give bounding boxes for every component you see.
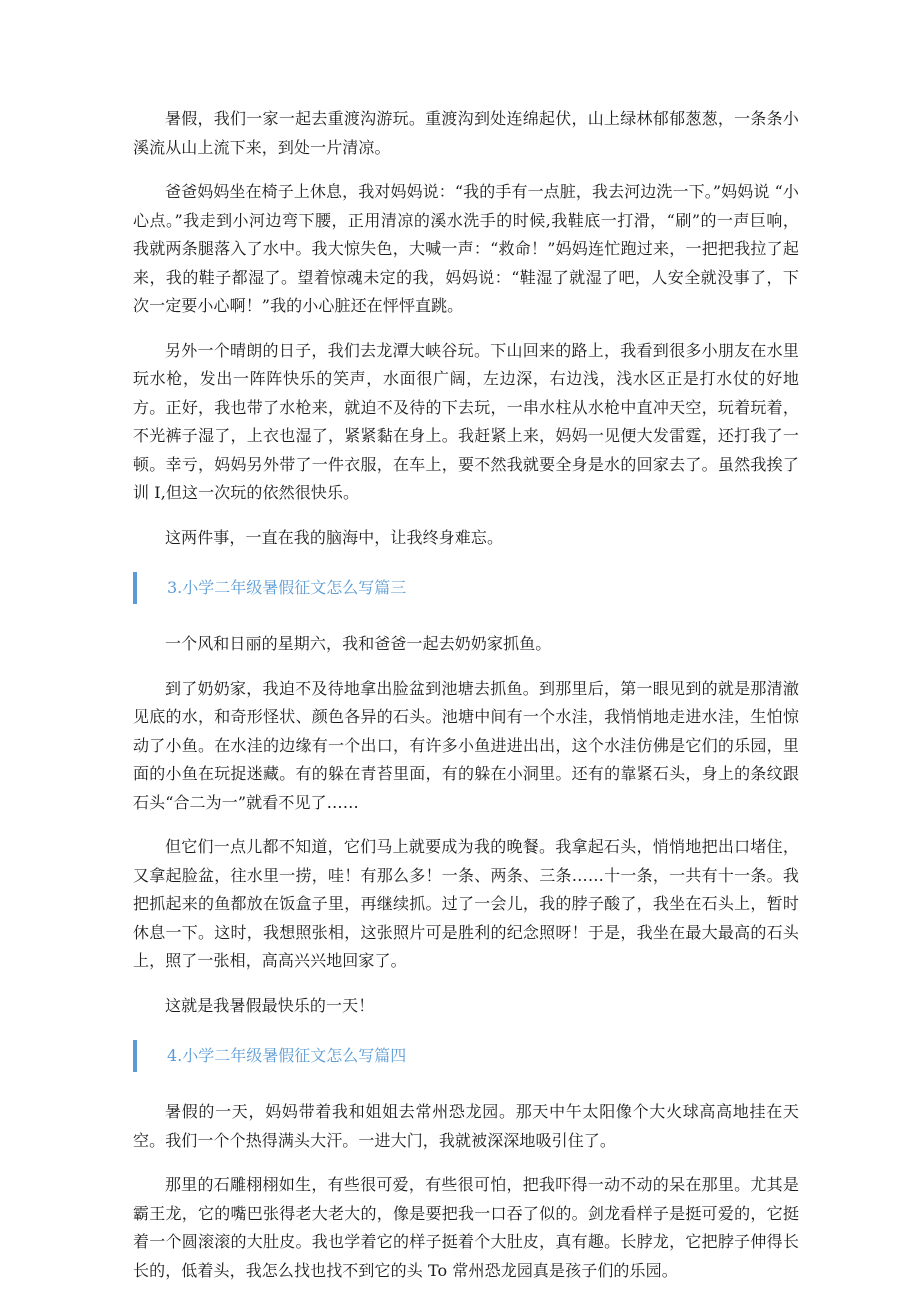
paragraph-3: 另外一个晴朗的日子，我们去龙潭大峡谷玩。下山回来的路上，我看到很多小朋友在水里玩水枪，发出一阵阵快乐的笑声，水面很广阔，左边深，右边浅，浅水区正是打水仗的好地方。正好，我也带了水枪来，就迫不及待的下去玩，一串水柱从水枪中直冲天空，玩着玩着，不光裤子湿了，上衣也湿了，紧紧黏在身上。我赶紧上来，妈妈一见便大发雷霆，还打我了一顿。幸亏，妈妈另外带了一件衣服，在车上，要不然我就要全身是水的回家去了。虽然我挨了训 I,但这一次玩的依然很快乐。 — [133, 340, 799, 502]
heading-bar — [133, 1040, 137, 1072]
paragraph-1: 暑假，我们一家一起去重渡沟游玩。重渡沟到处连绵起伏，山上绿林郁郁葱葱，一条条小溪流从山上流下来，到处一片清凉。 — [133, 109, 799, 157]
section-heading-3-text: 3.小学二年级暑假征文怎么写篇三 — [167, 578, 407, 597]
paragraph-4: 这两件事，一直在我的脑海中，让我终身难忘。 — [165, 527, 504, 547]
paragraph-7: 但它们一点儿都不知道，它们马上就要成为我的晚餐。我拿起石头，悄悄地把出口堵住，又拿起脸盆，往水里一捞，哇！有那么多！一条、两条、三条……十一条，一共有十一条。我把抓起来的鱼都放在饭盒子里，再继续抓。过了一会儿，我的脖子酸了，我坐在石头上，暂时休息一下。这时，我想照张相，这张照片可是胜利的纪念照呀！于是，我坐在最大最高的石头上，照了一张相，高高兴兴地回家了。 — [133, 837, 799, 970]
paragraph-6: 到了奶奶家，我迫不及待地拿出脸盆到池塘去抓鱼。到那里后，第一眼见到的就是那清澈见底的水，和奇形怪状、颜色各异的石头。池塘中间有一个水洼，我悄悄地走进水洼，生怕惊动了小鱼。在水洼的边缘有一个出口，有许多小鱼进进出出，这个水洼仿佛是它们的乐园，里面的小鱼在玩捉迷藏。有的躲在青苔里面，有的躲在小洞里。还有的靠紧石头，身上的条纹跟石头“合二为一”就看不见了…… — [133, 678, 799, 812]
article-body — [133, 105, 799, 1301]
heading-bar — [133, 572, 137, 604]
paragraph-9: 暑假的一天，妈妈带着我和姐姐去常州恐龙园。那天中午太阳像个大火球高高地挂在天空。我们一个个热得满头大汗。一进大门，我就被深深地吸引住了。 — [133, 1102, 799, 1150]
section-heading-4 — [133, 1036, 799, 1076]
section-heading-3 — [133, 568, 799, 608]
section-heading-4-text: 4.小学二年级暑假征文怎么写篇四 — [167, 1046, 407, 1065]
paragraph-2: 爸爸妈妈坐在椅子上休息，我对妈妈说：“我的手有一点脏，我去河边洗一下。”妈妈说 “小心点。”我走到小河边弯下腰，正用清凉的溪水洗手的时候,我鞋底一打滑，“刷”的一声巨响，我就两条腿落入了水中。我大惊失色，大喊一声：“救命！”妈妈连忙跑过来，一把把我拉了起来，我的鞋子都湿了。望着惊魂未定的我，妈妈说：“鞋湿了就湿了吧，人安全就没事了，下次一定要小心啊！”我的小心脏还在怦怦直跳。 — [133, 182, 799, 315]
paragraph-5: 一个风和日丽的星期六，我和爸爸一起去奶奶家抓鱼。 — [165, 634, 552, 653]
paragraph-10: 那里的石雕栩栩如生，有些很可爱，有些很可怕，把我吓得一动不动的呆在那里。尤其是霸王龙，它的嘴巴张得老大老大的，像是要把我一口吞了似的。剑龙看样子是挺可爱的，它挺着一个圆滚滚的大肚皮。我也学着它的样子挺着个大肚皮，真有趣。长脖龙，它把脖子伸得长长的，低着头，我怎么找也找不到它的头 To 常州恐龙园真是孩子们的乐园。 — [133, 1175, 799, 1280]
paragraph-8: 这就是我暑假最快乐的一天！ — [165, 995, 375, 1015]
